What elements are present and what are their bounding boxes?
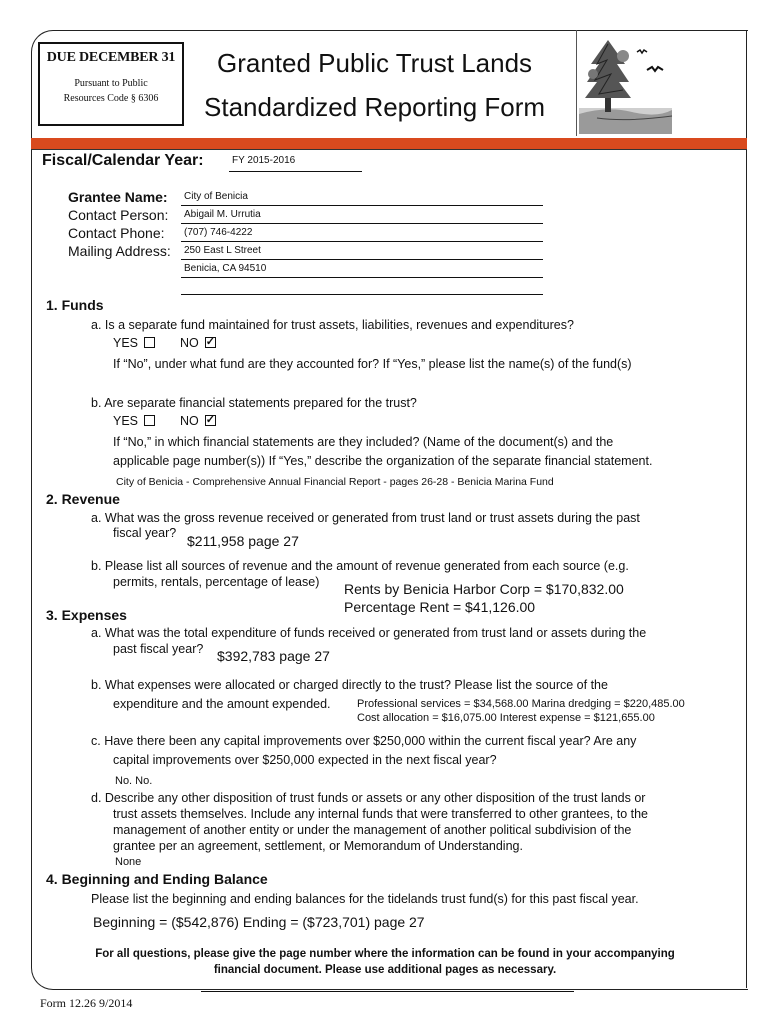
mailing-address-underline-2 (181, 277, 543, 278)
funds-a-no-label: NO (179, 336, 199, 350)
expenses-question-a-line-2: past fiscal year? (113, 642, 204, 656)
balance-question: Please list the beginning and ending balances for the tidelands trust fund(s) for this past fiscal year. (91, 892, 639, 906)
revenue-b-answer-2[interactable]: Percentage Rent = $41,126.00 (344, 599, 536, 615)
grantee-name-value[interactable]: City of Benicia (184, 191, 248, 202)
expenses-question-d-line-1: d. Describe any other disposition of trust funds or assets or any other disposition of the trust lands or (91, 791, 646, 805)
contact-phone-underline (181, 241, 543, 242)
mailing-address-line-2[interactable]: Benicia, CA 94510 (184, 263, 267, 274)
funds-question-a: a. Is a separate fund maintained for trust assets, liabilities, revenues and expenditures? (91, 318, 574, 332)
funds-a-options (113, 335, 216, 352)
funds-heading: 1. Funds (46, 297, 104, 313)
mailing-address-line-1[interactable]: 250 East L Street (184, 245, 261, 256)
expenses-b-answer-1[interactable]: Professional services = $34,568.00 Marina dredging = $220,485.00 (357, 698, 685, 710)
revenue-question-a-line-1: a. What was the gross revenue received or generated from trust land or trust assets during the past (91, 511, 640, 525)
funds-a-no-checkbox[interactable] (205, 337, 216, 348)
expenses-b-answer-2[interactable]: Cost allocation = $16,075.00 Interest expense = $121,655.00 (357, 712, 655, 724)
header-rule (31, 138, 747, 149)
funds-b-options (113, 413, 216, 430)
form-id: Form 12.26 9/2014 (40, 996, 133, 1010)
footer-note-line-2: financial document. Please use additional pages as necessary. (213, 964, 557, 976)
tree-landscape-seal-icon (576, 30, 674, 136)
funds-a-yes-checkbox[interactable] (144, 337, 155, 348)
contact-person-value[interactable]: Abigail M. Urrutia (184, 209, 261, 220)
contact-person-underline (181, 223, 543, 224)
expenses-question-d-line-3: management of another entity or under the management of another political subdivision of the (113, 823, 632, 837)
funds-b-yes-checkbox[interactable] (144, 415, 155, 426)
pursuant-line-1: Pursuant to Public (74, 78, 148, 89)
contact-person-label: Contact Person: (68, 207, 169, 223)
expenses-heading: 3. Expenses (46, 607, 127, 623)
revenue-question-a-line-2: fiscal year? (113, 526, 177, 540)
expenses-question-b-line-1: b. What expenses were allocated or charged directly to the trust? Please list the source of the (91, 678, 608, 692)
contact-phone-value[interactable]: (707) 746-4222 (184, 227, 253, 238)
revenue-a-answer[interactable]: $211,958 page 27 (187, 533, 299, 549)
footer-rule (201, 991, 574, 992)
fiscal-year-value[interactable]: FY 2015-2016 (232, 155, 296, 166)
revenue-b-answer-1[interactable]: Rents by Benicia Harbor Corp = $170,832.00 (344, 581, 624, 597)
grantee-name-label: Grantee Name: (68, 189, 168, 205)
mailing-address-underline-1 (181, 259, 543, 260)
form-title-line-2: Standardized Reporting Form (204, 92, 546, 122)
funds-a-followup: If “No”, under what fund are they accounted for? If “Yes,” please list the name(s) of the fund(s) (113, 357, 632, 371)
pursuant-text (40, 76, 182, 106)
revenue-question-b-line-2: permits, rentals, percentage of lease) (113, 575, 320, 589)
due-date-title: DUE DECEMBER 31 (46, 50, 176, 65)
funds-b-no-checkbox[interactable] (205, 415, 216, 426)
funds-b-yes-label: YES (113, 414, 139, 428)
mailing-address-label: Mailing Address: (68, 243, 171, 259)
footer-note-line-1: For all questions, please give the page number where the information can be found in your accompanying (95, 948, 675, 960)
funds-a-yes-label: YES (113, 336, 139, 350)
expenses-question-a-line-1: a. What was the total expenditure of funds received or generated from trust land or assets during the (91, 626, 647, 640)
expenses-d-answer[interactable]: None (115, 856, 142, 868)
contact-phone-label: Contact Phone: (68, 225, 165, 241)
expenses-question-c-line-1: c. Have there been any capital improvements over $250,000 within the current fiscal year? Are any (91, 734, 637, 748)
header-rule-thin (31, 149, 747, 150)
balance-answer[interactable]: Beginning = ($542,876) Ending = ($723,701) page 27 (93, 914, 425, 930)
expenses-question-b-line-2: expenditure and the amount expended. (113, 697, 331, 711)
funds-b-followup-2: applicable page number(s)) If “Yes,” describe the organization of the separate financial statement. (113, 454, 653, 468)
form-title-line-1: Granted Public Trust Lands (217, 48, 533, 78)
form-frame-right (746, 30, 747, 988)
mailing-address-underline-3 (181, 294, 543, 295)
expenses-question-d-line-2: trust assets themselves. Include any internal funds that were transferred to other grantees, to the (113, 807, 649, 821)
revenue-question-b-line-1: b. Please list all sources of revenue and the amount of revenue generated from each source (e.g. (91, 559, 629, 573)
revenue-heading: 2. Revenue (46, 491, 120, 507)
balance-heading: 4. Beginning and Ending Balance (46, 871, 268, 887)
expenses-question-d-line-4: grantee per an agreement, settlement, or Memorandum of Understanding. (113, 839, 523, 853)
fiscal-year-label: Fiscal/Calendar Year: (42, 152, 204, 169)
due-date-box (38, 42, 184, 126)
footer-note (60, 946, 710, 978)
expenses-c-answer[interactable]: No. No. (115, 775, 153, 787)
expenses-a-answer[interactable]: $392,783 page 27 (217, 648, 330, 664)
pursuant-line-2: Resources Code § 6306 (63, 93, 159, 104)
funds-b-no-label: NO (179, 414, 199, 428)
fiscal-year-underline (229, 171, 362, 172)
funds-b-followup-1: If “No,” in which financial statements are they included? (Name of the document(s) and the (113, 435, 614, 449)
funds-b-answer[interactable]: City of Benicia - Comprehensive Annual Financial Report - pages 26-28 - Benicia Marina Fund (116, 476, 554, 488)
funds-question-b: b. Are separate financial statements prepared for the trust? (91, 396, 417, 410)
grantee-name-underline (181, 205, 543, 206)
expenses-question-c-line-2: capital improvements over $250,000 expected in the next fiscal year? (113, 753, 497, 767)
